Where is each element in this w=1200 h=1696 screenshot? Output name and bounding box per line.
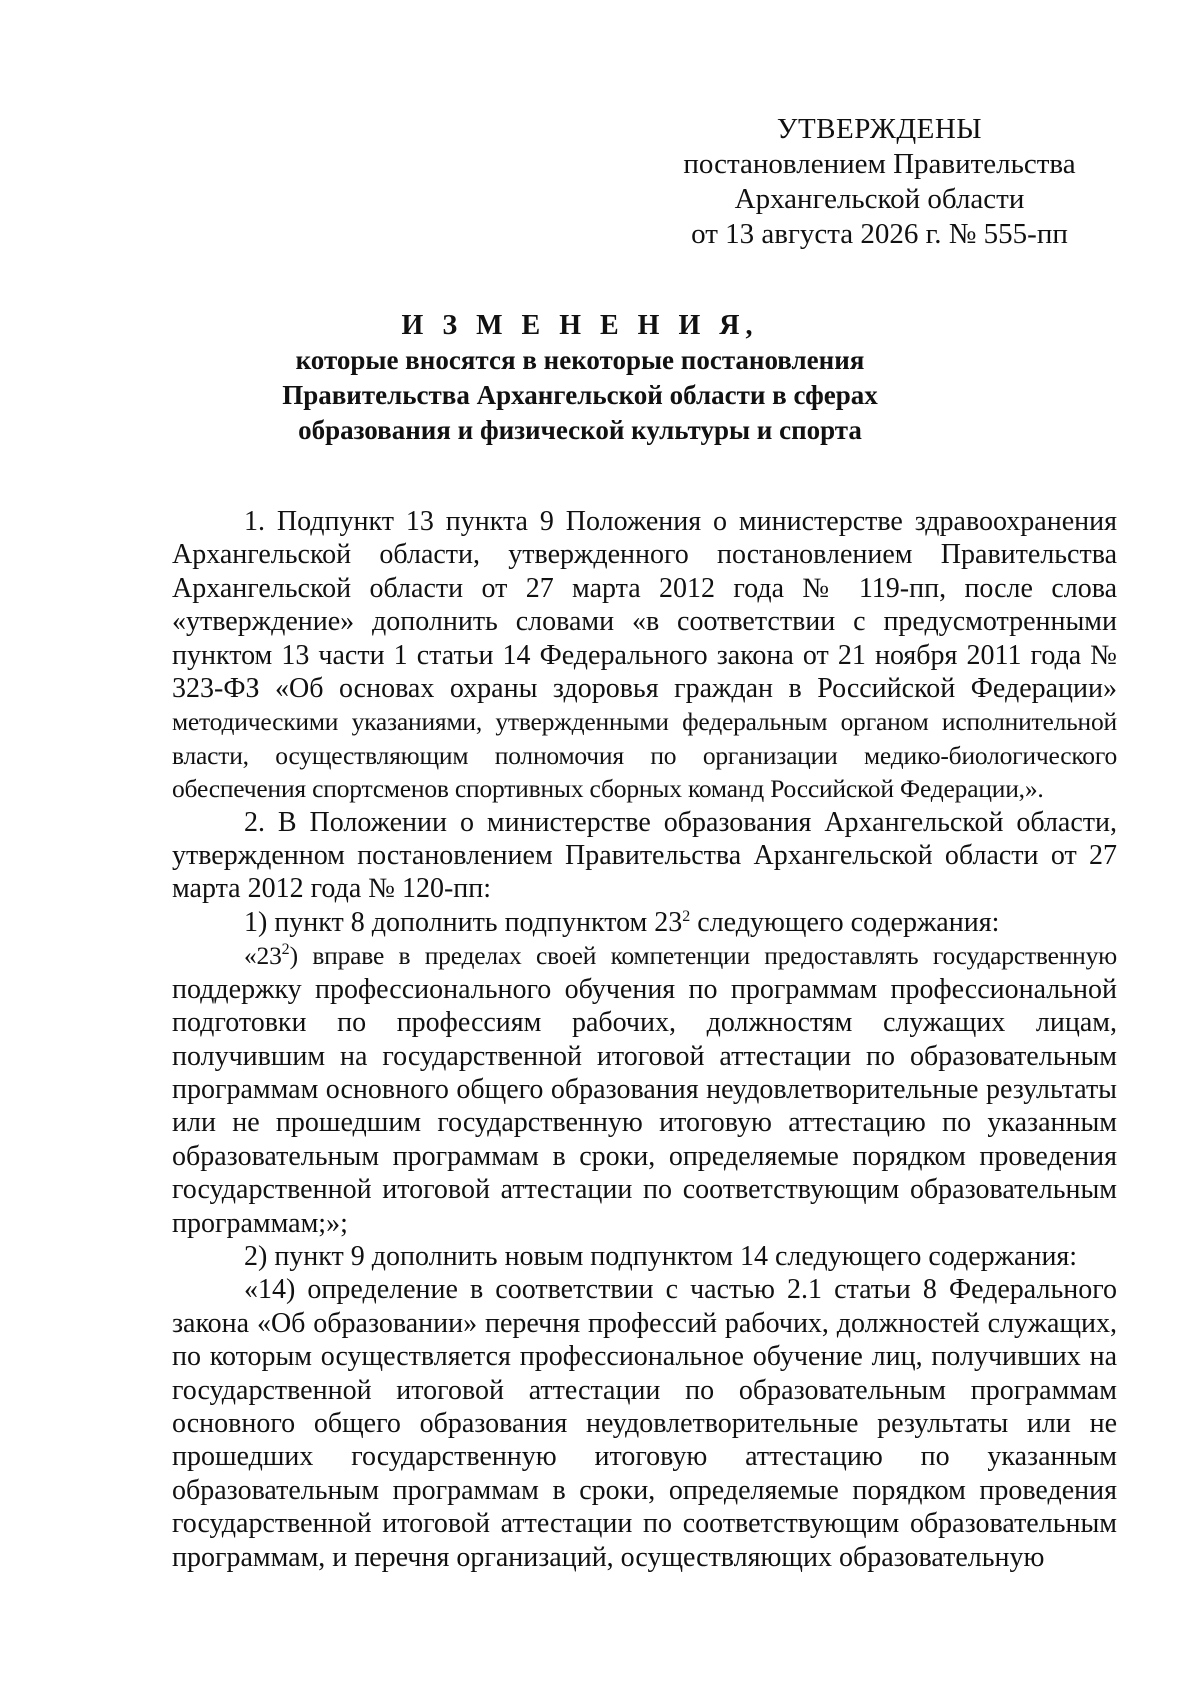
paragraph-text: 1. Подпункт 13 пункта 9 Положения о министерстве здравоохранения Архангельской области, утвержденного постановлением Правительства Архангельской области от 27 марта 2012 года № 119-пп, после слова «утверждение» дополнить словами «в соответствии с предусмотренными пунктом 13 части 1 статьи 14 Федерального закона от 21 ноября 2011 года № 323-ФЗ «Об основах охраны здоровья граждан в Российской Федерации» [172,506,1117,705]
title-line: которые вносятся в некоторые постановления [295,345,865,375]
paragraph [172,505,1117,806]
paragraph-text: поддержку профессионального обучения по программам профессиональной подготовки по профессиям рабочих, должностям служащих лицам, получившим на государственной итоговой аттестации по образовательным программам основного общего образования неудовлетворительные результаты или не прошедшим государственную итоговую аттестацию по указанным образовательным программам в сроки, определяемые порядком проведения государственной итоговой аттестации по соответствующим образовательным программам;»; [172,973,1117,1239]
document-body [172,505,1117,1574]
approval-stamp [672,112,1087,252]
approval-line: постановлением Правительства [683,148,1076,180]
approval-title: УТВЕРЖДЕНЫ [776,113,983,145]
paragraph-text: методическими указаниями, утвержденными федеральным органом исполнительной власти, осуществляющим полномочия по организации медико-биологического обеспечения спортсменов спортивных сборных команд Российской Федерации,». [172,707,1117,804]
superscript: 2 [682,907,691,925]
title-line: образования и физической культуры и спорта [298,415,862,445]
paragraph-text: «23 [244,941,282,971]
paragraph: 2) пункт 9 дополнить новым подпунктом 14 следующего содержания: [244,1240,1078,1272]
paragraph [172,939,1117,1240]
superscript: 2 [281,941,290,959]
paragraph-text: 1) пункт 8 дополнить подпунктом 23 [244,906,683,938]
paragraph-text: следующего содержания: [690,906,1000,938]
document-title [180,308,980,448]
paragraph: 2. В Положении о министерстве образования Архангельской области, утвержденном постановлением Правительства Архангельской области от 27 марта 2012 года № 120-пп: [172,806,1117,905]
approval-line: Архангельской области [734,183,1025,215]
title-line: Правительства Архангельской области в сферах [282,380,878,410]
paragraph [172,906,1117,939]
paragraph-text: ) вправе в пределах своей компетенции предоставлять государственную [289,941,1117,971]
paragraph: «14) определение в соответствии с частью 2.1 статьи 8 Федерального закона «Об образовании» перечня профессий рабочих, должностей служащих, по которым осуществляется профессиональное обучение лиц, получивших на государственной итоговой аттестации по образовательным программам основного общего образования неудовлетворительные результаты или не прошедших государственную итоговую аттестацию по указанным образовательным программам в сроки, определяемые порядком проведения государственной итоговой аттестации по соответствующим образовательным программам, и перечня организаций, осуществляющих образовательную [172,1274,1117,1573]
title-heading: И З М Е Н Е Н И Я, [401,310,759,341]
approval-date: от 13 августа 2026 г. № 555-пп [691,218,1068,250]
